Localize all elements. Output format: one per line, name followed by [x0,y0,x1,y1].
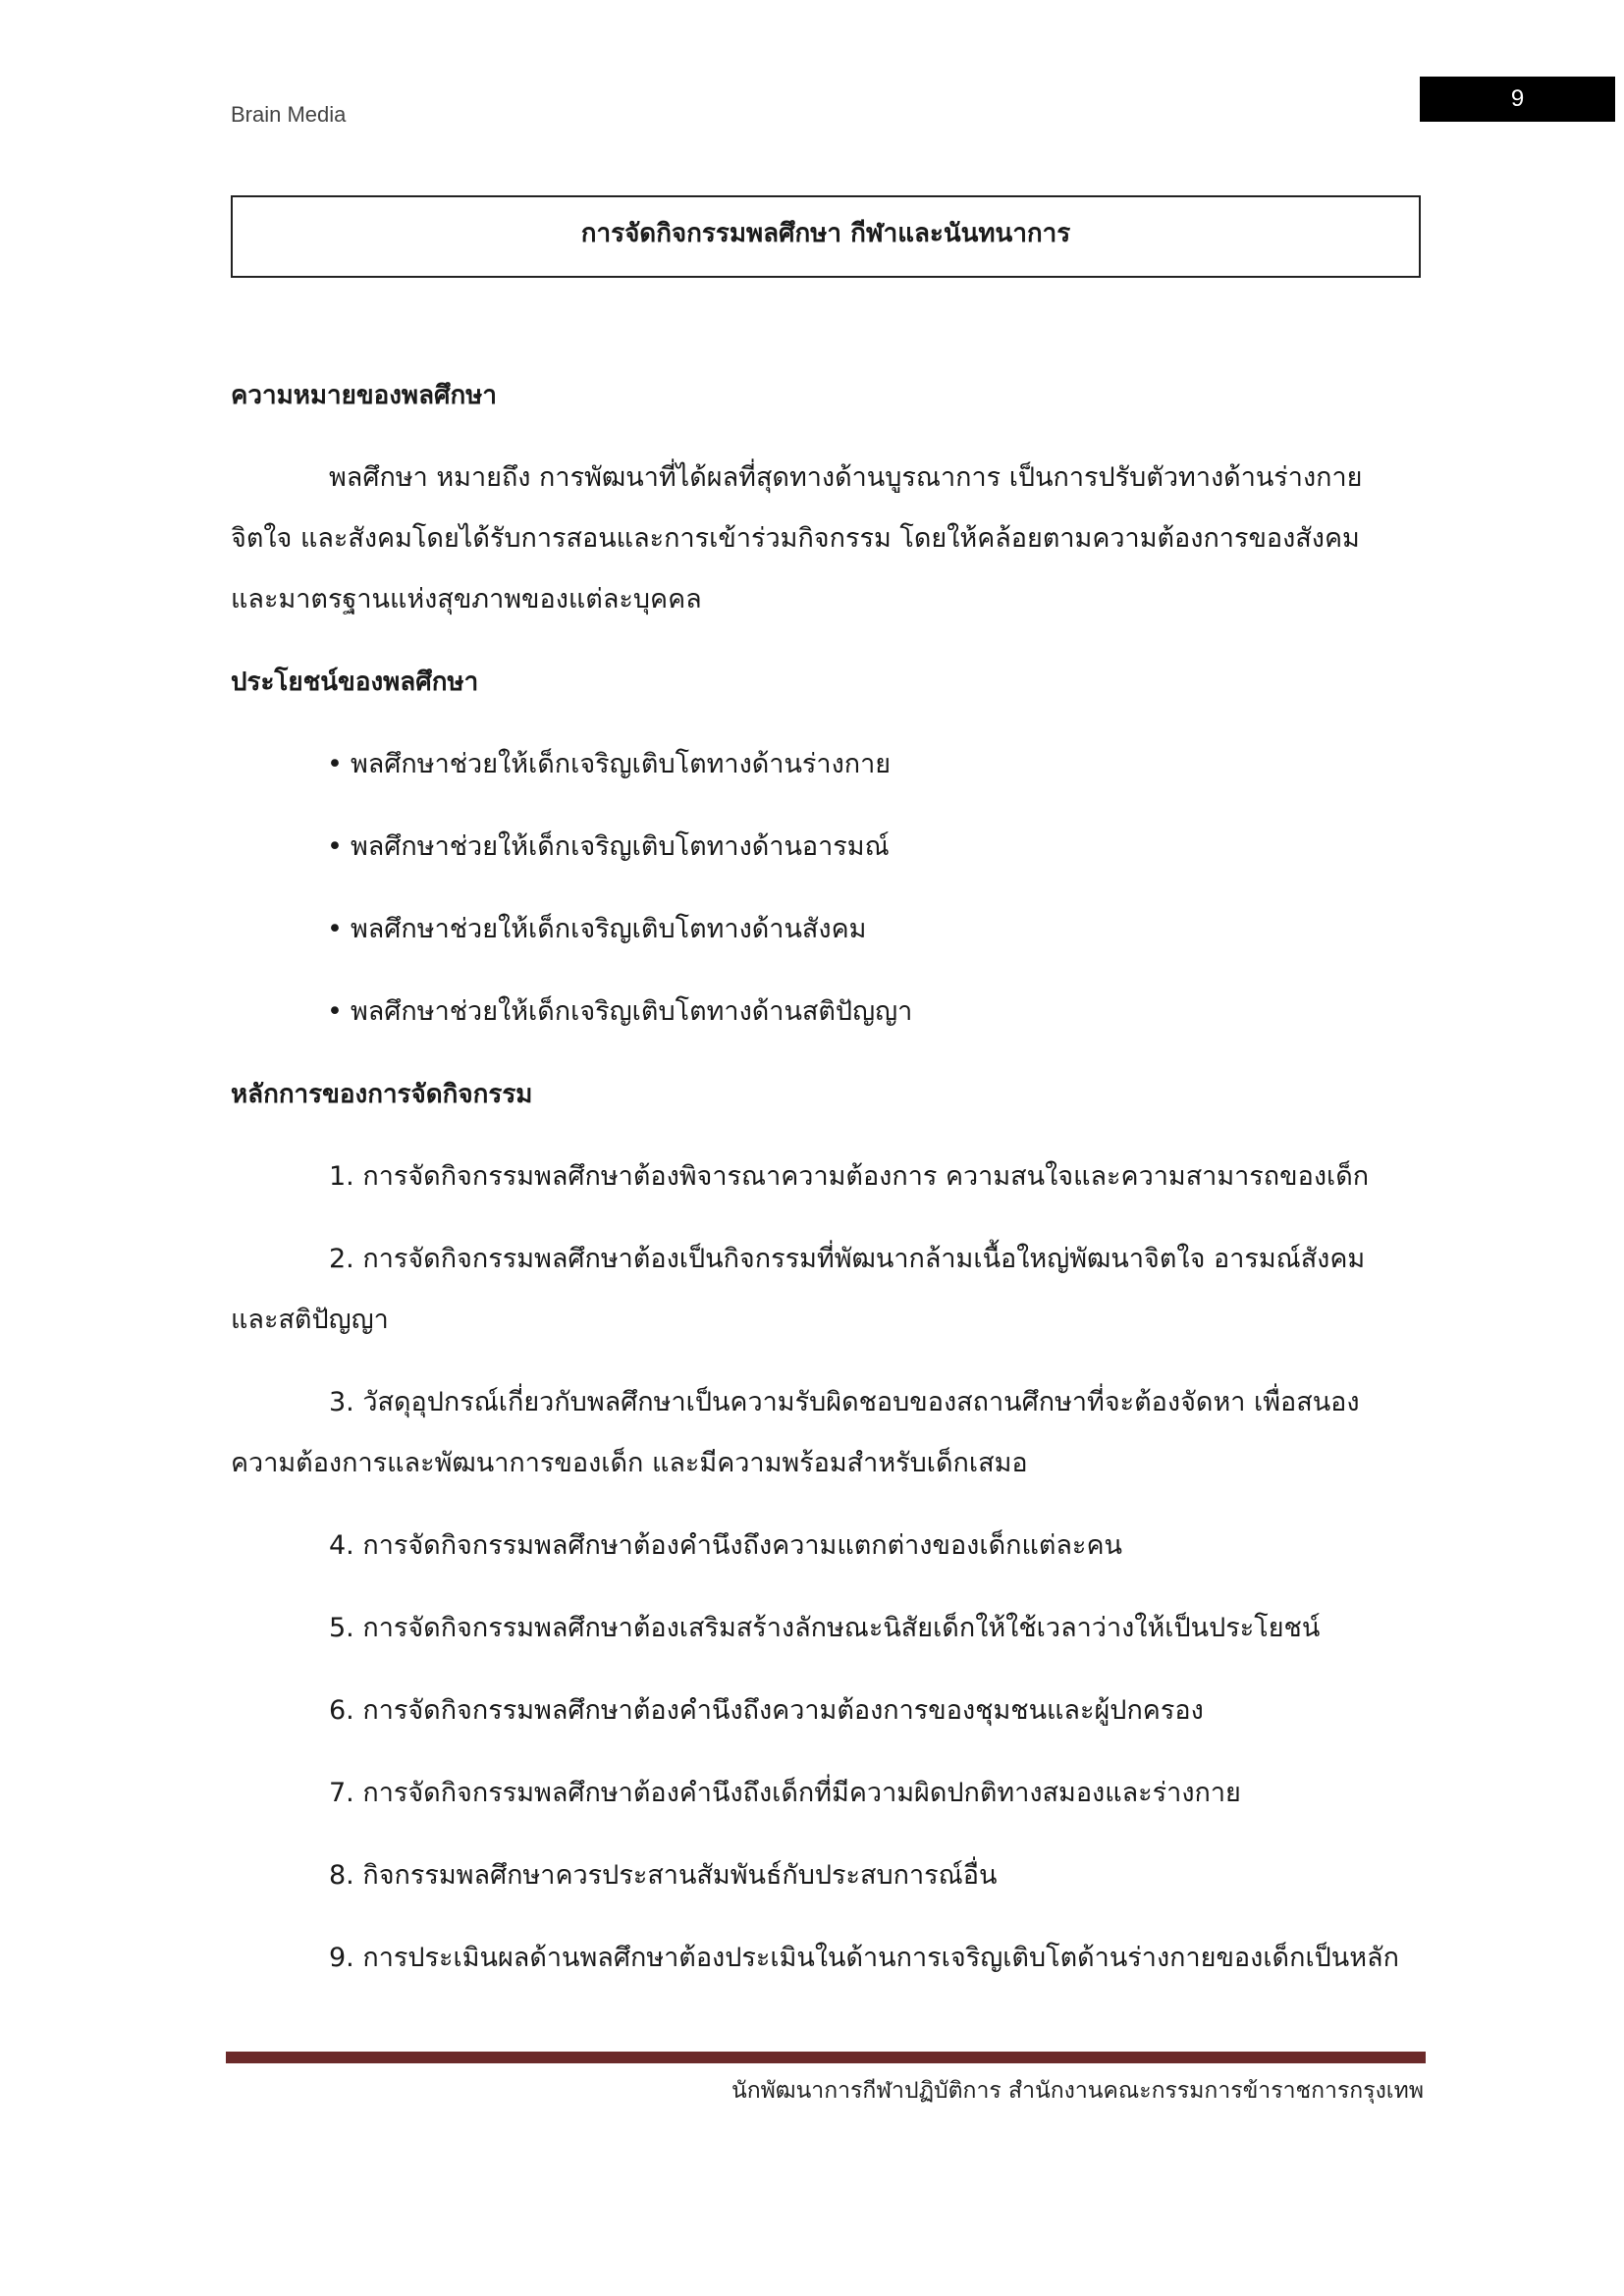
list-item: 8. กิจกรรมพลศึกษาควรประสานสัมพันธ์กับประสบการณ์อื่น [329,1860,998,1891]
list-item: 4. การจัดกิจกรรมพลศึกษาต้องคำนึงถึงความแตกต่างของเด็กแต่ละคน [329,1530,1122,1561]
section-heading-principles: หลักการของการจัดกิจกรรม [231,1080,533,1109]
bullet-icon: • [327,914,343,944]
list-item: 9. การประเมินผลด้านพลศึกษาต้องประเมินในด้านการเจริญเติบโตด้านร่างกายของเด็กเป็นหลัก [329,1943,1399,1973]
list-item: 6. การจัดกิจกรรมพลศึกษาต้องคำนึงถึงความต้องการของชุมชนและผู้ปกครอง [329,1695,1204,1726]
list-item [231,982,1404,1042]
footer-text: นักพัฒนาการกีฬาปฏิบัติการ สำนักงานคณะกรรมการข้าราชการกรุงเทพ [731,2078,1424,2104]
bullet-icon: • [327,831,343,862]
meaning-paragraph: พลศึกษา หมายถึง การพัฒนาที่ได้ผลที่สุดทางด้านบูรณาการ เป็นการปรับตัวทางด้านร่างกาย จิตใจ และสังคมโดยได้รับการสอนและการเข้าร่วมกิจกรรม โดยให้คล้อยตามความต้องการของสังคม และมาตรฐานแห่งสุขภาพของแต่ละบุคคล [231,462,1363,614]
benefit-text: พลศึกษาช่วยให้เด็กเจริญเติบโตทางด้านสติปัญญา [350,996,913,1027]
bullet-icon: • [327,749,343,779]
list-item: 1. การจัดกิจกรรมพลศึกษาต้องพิจารณาความต้องการ ความสนใจและความสามารถของเด็ก [329,1161,1370,1192]
document-title: การจัดกิจกรรมพลศึกษา กีฬาและนันทนาการ [580,218,1071,248]
list-item: 7. การจัดกิจกรรมพลศึกษาต้องคำนึงถึงเด็กที่มีความผิดปกติทางสมองและร่างกาย [329,1778,1241,1808]
list-item: 5. การจัดกิจกรรมพลศึกษาต้องเสริมสร้างลักษณะนิสัยเด็กให้ใช้เวลาว่างให้เป็นประโยชน์ [329,1613,1321,1643]
page-number: 9 [1420,77,1615,122]
list-item [231,734,1404,795]
list-item [231,817,1404,878]
list-item: 3. วัสดุอุปกรณ์เกี่ยวกับพลศึกษาเป็นความรับผิดชอบของสถานศึกษาที่จะต้องจัดหา เพื่อสนองความต้องการและพัฒนาการของเด็ก และมีความพร้อมสำหรับเด็กเสมอ [231,1387,1360,1478]
list-item: 2. การจัดกิจกรรมพลศึกษาต้องเป็นกิจกรรมที่พัฒนากล้ามเนื้อใหญ่พัฒนาจิตใจ อารมณ์สังคมและสติปัญญา [231,1244,1366,1335]
title-box [231,195,1421,278]
document-body [231,365,1404,2010]
bullet-icon: • [327,996,343,1027]
section-heading-meaning: ความหมายของพลศึกษา [231,381,497,410]
header-brand: Brain Media [231,102,347,127]
list-item [231,899,1404,960]
benefit-text: พลศึกษาช่วยให้เด็กเจริญเติบโตทางด้านอารมณ์ [350,831,890,862]
section-heading-benefits: ประโยชน์ของพลศึกษา [231,667,479,697]
footer-rule [226,2052,1426,2063]
principles-list [231,1147,1404,1989]
benefit-text: พลศึกษาช่วยให้เด็กเจริญเติบโตทางด้านสังคม [350,914,867,944]
benefit-text: พลศึกษาช่วยให้เด็กเจริญเติบโตทางด้านร่างกาย [350,749,892,779]
benefits-list [231,734,1404,1042]
